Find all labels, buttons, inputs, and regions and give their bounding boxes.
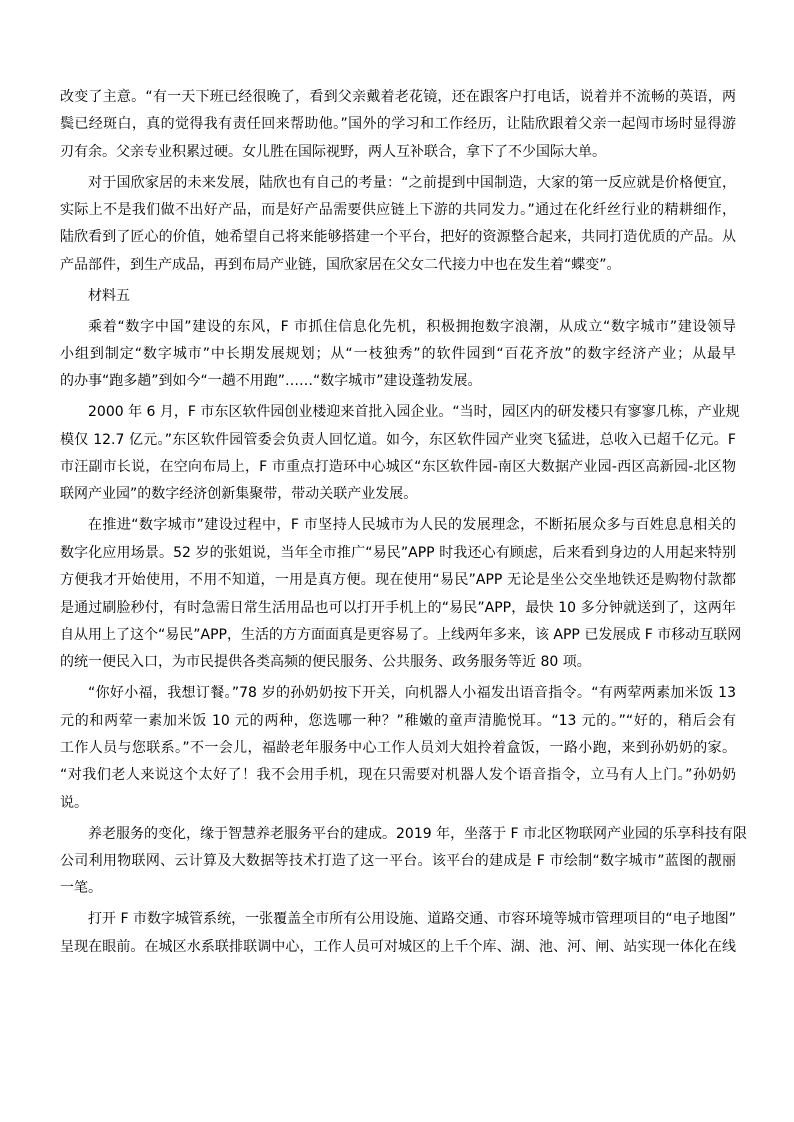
text-line: 联网产业园”的数字经济创新集聚带，带动关联产业发展。 xyxy=(60,486,418,503)
text-line: 模仅 12.7 亿元。”东区软件园管委会负责人回忆道。如今，东区软件园产业突飞猛进，总收入已超千亿元。F xyxy=(60,431,736,448)
text-line: “对我们老人来说这个太好了！我不会用手机，现在只需要对机器人发个语音指令，立马有人上门。”孙奶奶 xyxy=(60,767,736,784)
text-line: 数字化应用场景。52 岁的张姐说，当年全市推广“易民”APP 时我还心有顾虑，后来看到身边的人用起来特别 xyxy=(60,544,736,561)
text-line: 养老服务的变化，缘于智慧养老服务平台的建成。2019 年，坐落于 F 市北区物联网产业园的乐享科技有限 xyxy=(88,825,748,842)
text-line: “你好小福，我想订餐。”78 岁的孙奶奶按下开关，向机器人小福发出语音指令。“有两荤两素加米饭 13 xyxy=(88,685,736,702)
text-line: 一笔。 xyxy=(60,880,102,897)
text-line: 的统一便民入口，为市民提供各类高频的便民服务、公共服务、政务服务等近 80 项。 xyxy=(60,654,591,671)
text-line: 市汪副市长说，在空向布局上，F 市重点打造环中心城区“东区软件园-南区大数据产业园-西区高新园-北区物 xyxy=(60,459,736,476)
paragraph xyxy=(60,84,736,166)
text-line: 陆欣看到了匠心的价值，她希望自己将来能够搭建一个平台，把好的资源整合起来，共同打造优质的产品。从 xyxy=(60,229,736,246)
text-line: 工作人员与您联系。”不一会儿，福龄老年服务中心工作人员刘大姐拎着盒饭，一路小跑，来到孙奶奶的家。 xyxy=(60,739,736,756)
paragraph xyxy=(60,399,740,509)
text-line: 方便我才开始使用，不用不知道，一用是真方便。现在使用“易民”APP 无论是坐公交坐地铁还是购物付款都 xyxy=(60,572,736,589)
text-line: 打开 F 市数字城管系统，一张覆盖全市所有公用设施、道路交通、市容环境等城市管理项目的“电子地图” xyxy=(88,911,736,928)
text-line: 刃有余。父亲专业积累过硬。女儿胜在国际视野，两人互补联合，拿下了不少国际大单。 xyxy=(60,143,606,160)
paragraph xyxy=(60,314,736,396)
paragraph xyxy=(60,170,736,280)
text-line: 说。 xyxy=(60,794,88,811)
text-line: 元的和两荤一素加米饭 10 元的两种，您选哪一种？”稚嫩的童声清脆悦耳。“13 元的。”“好的，稍后会有 xyxy=(60,712,736,729)
text-line: 小组到制定“数字城市”中长期发展规划；从“一枝独秀”的软件园到“百花齐放”的数字经济产业；从最早 xyxy=(60,346,736,363)
text-line: 2000 年 6 月，F 市东区软件园创业楼迎来首批入园企业。“当时，园区内的研发楼只有寥寥几栋，产业规 xyxy=(88,404,740,421)
text-line: 鬓已经斑白，真的觉得我有责任回来帮助他。”国外的学习和工作经历，让陆欣跟着父亲一起闯市场时显得游 xyxy=(60,116,736,133)
text-line: 材料五 xyxy=(88,287,130,304)
paragraph xyxy=(60,906,736,961)
text-line: 自从用上了这个“易民”APP，生活的方方面面真是更容易了。上线两年多来，该 APP 已发展成 F 市移动互联网 xyxy=(60,626,742,643)
text-line: 在推进“数字城市”建设过程中，F 市坚持人民城市为人民的发展理念，不断拓展众多与百姓息息相关的 xyxy=(88,517,736,534)
text-line: 公司利用物联网、云计算及大数据等技术打造了这一平台。该平台的建成是 F 市绘制“数字城市”蓝图的靓丽 xyxy=(60,853,736,870)
paragraph xyxy=(60,512,742,676)
document-page xyxy=(60,84,748,965)
text-line: 乘着“数字中国”建设的东风，F 市抓住信息化先机，积极拥抱数字浪潮，从成立“数字城市”建设领导 xyxy=(88,318,736,335)
text-line: 改变了主意。“有一天下班已经很晚了，看到父亲戴着老花镜，还在跟客户打电话，说着并不流畅的英语，两 xyxy=(60,89,736,105)
text-line: 对于国欣家居的未来发展，陆欣也有自己的考量：“之前提到中国制造，大家的第一反应就是价格便宜， xyxy=(88,174,736,191)
paragraph xyxy=(60,680,736,817)
text-line: 呈现在眼前。在城区水系联排联调中心，工作人员可对城区的上千个库、湖、池、河、闸、站实现一体化在线 xyxy=(60,938,736,955)
text-line: 是通过刷脸秒付，有时急需日常生活用品也可以打开手机上的“易民”APP，最快 10 多分钟就送到了，这两年 xyxy=(60,599,736,616)
text-line: 实际上不是我们做不出好产品，而是好产品需要供应链上下游的共同发力。”通过在化纤丝行业的精耕细作， xyxy=(60,202,736,219)
text-line: 产品部件，到生产成品，再到布局产业链，国欣家居在父女二代接力中也在发生着“蝶变”。 xyxy=(60,256,621,273)
text-line: 的办事“跑多趟”到如今“一趟不用跑”……“数字城市”建设蓬勃发展。 xyxy=(60,373,482,390)
section-heading xyxy=(60,283,736,310)
paragraph xyxy=(60,821,748,903)
